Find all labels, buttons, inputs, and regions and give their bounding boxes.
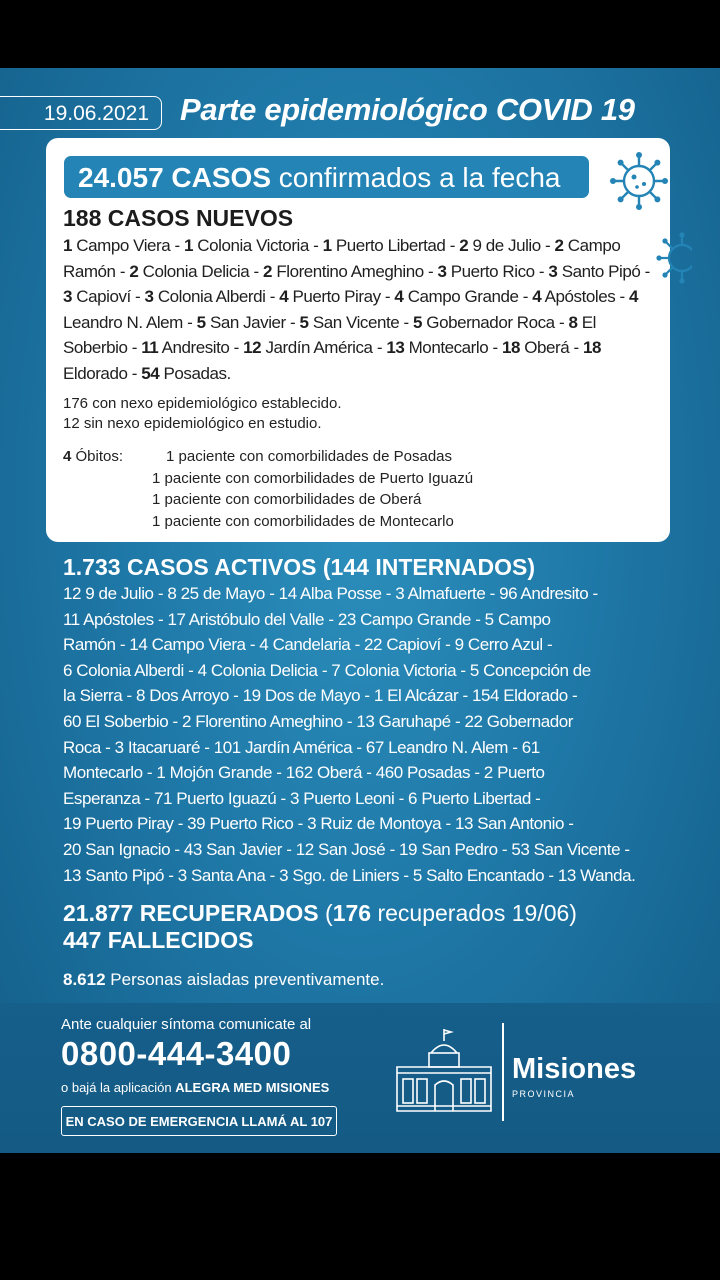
new-case-place: San Vicente [308, 312, 400, 332]
new-case-item [548, 262, 640, 281]
hotline-number[interactable]: 0800-444-3400 [61, 1035, 292, 1072]
active-cases-title: 1.733 CASOS ACTIVOS (144 INTERNADOS) [63, 554, 536, 580]
new-case-item [459, 236, 541, 255]
active-line: 12 9 de Julio - 8 25 de Mayo - 14 Alba Posse - 3 Almafuerte - 96 Andresito - [63, 584, 598, 603]
virus-icon [606, 148, 672, 214]
new-case-count: 5 [413, 312, 423, 332]
app-prefix: o bajá la aplicación [61, 1080, 176, 1095]
new-case-count: 2 [129, 261, 139, 281]
nexo-info [63, 394, 342, 434]
new-case-item [184, 236, 309, 255]
deaths-count: 4 [63, 448, 72, 465]
new-case-count: 1 [322, 236, 332, 255]
government-building-icon [393, 1027, 495, 1113]
new-case-count: 5 [196, 312, 206, 332]
new-case-count: 12 [243, 338, 262, 357]
symptom-notice: Ante cualquier síntoma comunicate al [61, 1016, 312, 1033]
active-line: la Sierra - 8 Dos Arroyo - 19 Dos de Mayo - 1 El Alcázar - 154 Eldorado - [63, 686, 578, 706]
new-case-count: 18 [501, 338, 520, 357]
active-line: 11 Apóstoles - 17 Aristóbulo del Valle - 23 Campo Grande - 5 Campo [63, 609, 551, 629]
active-line: 60 El Soberbio - 2 Florentino Ameghino - 13 Garuhapé - 22 Gobernador [63, 711, 573, 731]
new-case-item [532, 287, 615, 306]
epidemiological-poster [0, 68, 720, 1153]
new-case-item [243, 338, 372, 357]
new-case-item [323, 236, 446, 255]
death-item: 1 paciente con comorbilidades de Montecarlo [152, 512, 454, 530]
new-case-place: Colonia Delicia [138, 261, 250, 281]
new-case-place: El Soberbio [63, 312, 596, 357]
active-line: Esperanza - 71 Puerto Iguazú - 3 Puerto Leoni - 6 Puerto Libertad - [63, 788, 541, 808]
confirmed-count: 24.057 CASOS [78, 162, 271, 193]
active-line: 6 Colonia Alberdi - 4 Colonia Delicia - 7 Colonia Victoria - 5 Concepción de [63, 660, 591, 680]
nexo-in-study: 12 sin nexo epidemiológico en estudio. [63, 415, 322, 432]
new-case-count: 2 [263, 261, 273, 281]
new-case-place: Campo Viera [72, 236, 171, 255]
new-case-count: 4 [279, 287, 289, 306]
new-case-place: Puerto Rico [446, 261, 535, 281]
recovered-day-text: recuperados 19/06) [371, 900, 577, 926]
top-black-bar [0, 0, 720, 68]
new-case-count: 1 [184, 236, 194, 255]
new-case-place: Gobernador Roca [422, 312, 555, 332]
recovered-summary [63, 900, 577, 954]
new-case-place: Colonia Victoria [193, 236, 309, 255]
new-case-count: 1 [63, 236, 73, 255]
new-case-count: 54 [141, 363, 160, 383]
active-line: 13 Santo Pipó - 3 Santa Ana - 3 Sgo. de Liniers - 5 Salto Encantado - 13 Wanda. [63, 865, 636, 885]
active-line: Roca - 3 Itacaruaré - 101 Jardín América - 67 Leandro N. Alem - 61 [63, 737, 540, 757]
recovered-day-count: 176 [332, 900, 372, 926]
new-case-count: 2 [459, 236, 469, 255]
new-case-count: 4 [394, 287, 404, 306]
new-case-place: Posadas. [159, 363, 231, 383]
new-case-place: Florentino Ameghino [272, 261, 424, 281]
new-case-item [63, 236, 170, 255]
new-case-count: 4 [629, 287, 639, 306]
active-line: Montecarlo - 1 Mojón Grande - 162 Oberá - 460 Posadas - 2 Puerto [63, 763, 545, 783]
new-case-place: Andresito [158, 338, 230, 357]
new-case-item [413, 313, 555, 332]
new-case-place: Santo Pipó [557, 261, 641, 281]
new-case-place: Campo Grande [403, 287, 519, 306]
deaths-total: 447 FALLECIDOS [63, 927, 254, 953]
new-case-place: Jardín América [261, 338, 373, 357]
new-case-count: 13 [386, 338, 405, 357]
app-name: ALEGRA MED MISIONES [175, 1080, 330, 1095]
new-case-place: Leandro N. Alem [63, 312, 183, 332]
new-case-count: 2 [554, 236, 564, 255]
new-case-item [141, 338, 229, 357]
recovered-paren: ( [318, 900, 333, 926]
date-label: 19.06.2021 [0, 96, 162, 130]
isolated-count: 8.612 [63, 970, 106, 989]
death-item: 1 paciente con comorbilidades de Posadas [166, 448, 453, 465]
new-case-count: 3 [548, 261, 558, 281]
new-case-count: 3 [63, 287, 73, 306]
new-case-place: Colonia Alberdi [153, 287, 266, 306]
new-case-count: 5 [299, 312, 309, 332]
footer-panel [0, 1003, 720, 1153]
new-case-place: Campo Ramón [63, 236, 621, 281]
deaths-list [152, 446, 473, 532]
nexo-established: 176 con nexo epidemiológico establecido. [63, 395, 342, 412]
new-case-place: Eldorado [63, 363, 128, 383]
brand-logo-text: Misiones [512, 1053, 637, 1085]
death-item: 1 paciente con comorbilidades de Puerto Iguazú [152, 469, 474, 487]
new-case-item [263, 262, 424, 281]
confirmed-cases-banner [63, 155, 590, 199]
deaths-word: Óbitos: [71, 448, 124, 465]
new-case-item [386, 338, 488, 357]
new-case-place: San Javier [205, 312, 286, 332]
new-case-item [129, 262, 249, 281]
new-case-item [394, 287, 518, 306]
new-case-count: 3 [144, 287, 154, 306]
bottom-black-bar [0, 1153, 720, 1280]
new-case-place: Oberá [519, 338, 570, 357]
new-cases-list: 1 Campo Viera - 1 Colonia Victoria - 1 Puerto Libertad - 2 9 de Julio - 2 Campo Ramón - 2 Colonia Delicia - 2 Florentino Ameghino - 3 Puerto Rico - 3 Santo Pipó - 3 Capioví - 3 Colonia Alberdi - 4 Puerto Piray - 4 Campo Grande - 4 Apóstoles - 4 Leandro N. Alem - 5 San Javier - 5 San Vicente - 5 Gobernador Roca - 8 El Soberbio - 11 Andresito - 12 Jardín América - 13 Montecarlo - 18 Oberá - 18 Eldorado - 54 Posadas. [63, 236, 650, 383]
new-case-item [279, 287, 380, 306]
death-item: 1 paciente con comorbilidades de Oberá [152, 491, 422, 508]
new-case-item [300, 313, 400, 332]
app-notice [61, 1080, 329, 1095]
new-case-count: 4 [532, 287, 542, 306]
new-case-item [197, 313, 286, 332]
active-line: 19 Puerto Piray - 39 Puerto Rico - 3 Ruiz de Montoya - 13 San Antonio - [63, 814, 574, 834]
new-case-place: Montecarlo [404, 338, 489, 357]
new-case-count: 18 [583, 338, 602, 357]
new-case-item [502, 338, 569, 357]
new-case-place: 9 de Julio [468, 236, 541, 255]
new-case-place: Apóstoles [541, 287, 616, 306]
confirmed-suffix: confirmados a la fecha [271, 162, 561, 193]
new-case-count: 3 [437, 261, 447, 281]
new-case-count: 11 [141, 338, 159, 357]
new-case-item [141, 364, 231, 383]
new-case-item [63, 287, 131, 306]
new-case-item [437, 262, 534, 281]
brand-divider [502, 1023, 504, 1121]
page-title: Parte epidemiológico COVID 19 [180, 92, 635, 127]
emergency-badge: EN CASO DE EMERGENCIA LLAMÁ AL 107 [61, 1106, 337, 1136]
new-case-place: Capioví [72, 287, 131, 306]
isolated-summary [63, 970, 384, 990]
new-cases-title: 188 CASOS NUEVOS [63, 205, 294, 231]
brand-subtitle: PROVINCIA [512, 1089, 576, 1099]
isolated-text: Personas aisladas preventivamente. [105, 970, 385, 989]
active-cases-list [63, 581, 675, 888]
active-line: Ramón - 14 Campo Viera - 4 Candelaria - 22 Capioví - 9 Cerro Azul - [63, 635, 553, 655]
new-case-place: Puerto Libertad [331, 236, 446, 255]
new-case-item [145, 287, 266, 306]
active-line: 20 San Ignacio - 43 San Javier - 12 San José - 19 San Pedro - 53 San Vicente - [63, 839, 630, 859]
deaths-label [63, 446, 123, 468]
new-case-place: Puerto Piray [288, 287, 381, 306]
recovered-count: 21.877 RECUPERADOS [63, 900, 319, 926]
new-case-count: 8 [568, 312, 578, 332]
